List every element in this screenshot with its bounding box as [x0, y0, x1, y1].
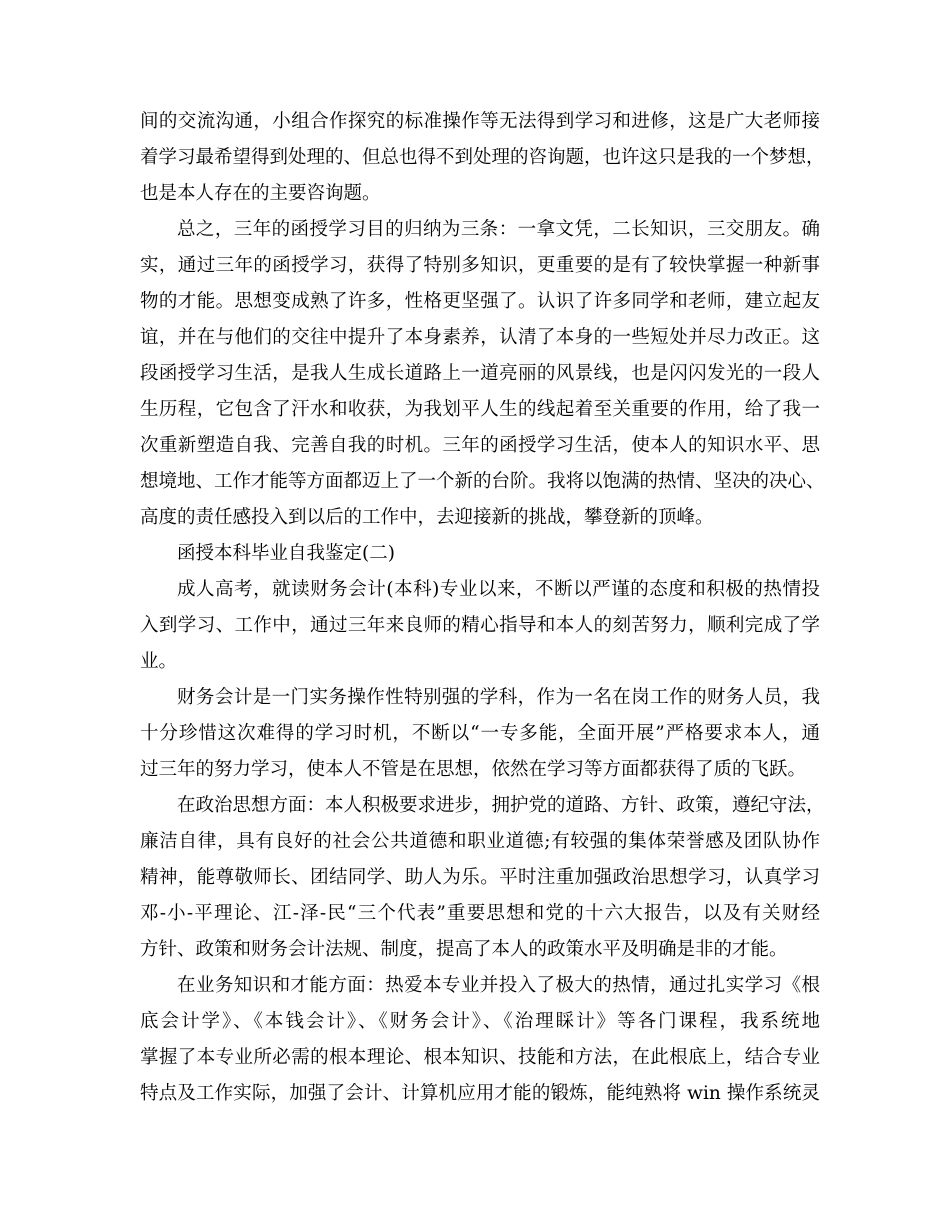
- text-line: 成人高考，就读财务会计(本科)专业以来，不断以严谨的态度和积极的热情投: [177, 579, 820, 600]
- text-line: 也是本人存在的主要咨询题。: [140, 183, 381, 204]
- text-line: 物的才能。思想变成熟了许多，性格更坚强了。认识了许多同学和老师，建立起友: [140, 291, 820, 312]
- text-line: 谊，并在与他们的交往中提升了本身素养，认清了本身的一些短处并尽力改正。这: [140, 327, 820, 348]
- text-line: 总之，三年的函授学习目的归纳为三条：一拿文凭，二长知识，三交朋友。确: [177, 219, 820, 240]
- section-heading: [140, 536, 820, 572]
- text-line: 廉洁自律，具有良好的社会公共道德和职业道德;有较强的集体荣誉感及团队协作: [140, 831, 820, 852]
- paragraph: [140, 968, 820, 1112]
- text-line: 在政治思想方面：本人积极要求进步，拥护党的道路、方针、政策，遵纪守法，: [177, 795, 825, 816]
- text-line: 间的交流沟通，小组合作探究的标准操作等无法得到学习和进修，这是广大老师接: [140, 111, 820, 132]
- paragraph: [140, 788, 825, 968]
- text-line: 过三年的努力学习，使本人不管是在思想，依然在学习等方面都获得了质的飞跃。: [140, 759, 807, 780]
- text-line: 邓-小-平理论、江-泽-民“三个代表”重要思想和党的十六大报告，以及有关财经: [140, 903, 820, 924]
- heading-text: 函授本科毕业自我鉴定(二): [177, 543, 395, 564]
- text-line: 精神，能尊敬师长、团结同学、助人为乐。平时注重加强政治思想学习，认真学习: [140, 867, 820, 888]
- paragraph: [140, 212, 825, 536]
- paragraph: [140, 104, 825, 212]
- text-line: 方针、政策和财务会计法规、制度，提高了本人的政策水平及明确是非的才能。: [140, 939, 788, 960]
- text-line: 段函授学习生活，是我人生成长道路上一道亮丽的风景线，也是闪闪发光的一段人: [140, 363, 820, 384]
- paragraph: [140, 572, 820, 680]
- text-line: 入到学习、工作中，通过三年来良师的精心指导和本人的刻苦努力，顺利完成了学: [140, 615, 820, 636]
- text-line: 业。: [140, 651, 178, 672]
- text-line: 底会计学》、《本钱会计》、《财务会计》、《治理睬计》等各门课程，我系统地: [140, 1011, 820, 1032]
- text-line: 次重新塑造自我、完善自我的时机。三年的函授学习生活，使本人的知识水平、思: [140, 435, 820, 456]
- text-line: 实，通过三年的函授学习，获得了特别多知识，更重要的是有了较快掌握一种新事: [140, 255, 820, 276]
- text-line: 生历程，它包含了汗水和收获，为我划平人生的线起着至关重要的作用，给了我一: [140, 399, 820, 420]
- document-page: [140, 104, 825, 1112]
- text-line: 在业务知识和才能方面：热爱本专业并投入了极大的热情，通过扎实学习《根: [177, 975, 820, 996]
- text-line: 十分珍惜这次难得的学习时机，不断以“一专多能，全面开展”严格要求本人，通: [140, 723, 820, 744]
- text-line: 高度的责任感投入到以后的工作中，去迎接新的挑战，攀登新的顶峰。: [140, 507, 714, 528]
- text-line: 特点及工作实际，加强了会计、计算机应用才能的锻炼，能纯熟将 win 操作系统灵: [140, 1083, 820, 1104]
- text-line: 掌握了本专业所必需的根本理论、根本知识、技能和方法，在此根底上，结合专业: [140, 1047, 820, 1068]
- text-line: 想境地、工作才能等方面都迈上了一个新的台阶。我将以饱满的热情、坚决的决心、: [140, 471, 825, 492]
- text-line: 财务会计是一门实务操作性特别强的学科，作为一名在岗工作的财务人员，我: [177, 687, 820, 708]
- text-line: 着学习最希望得到处理的、但总也得不到处理的咨询题，也许这只是我的一个梦想，: [140, 147, 825, 168]
- paragraph: [140, 680, 820, 788]
